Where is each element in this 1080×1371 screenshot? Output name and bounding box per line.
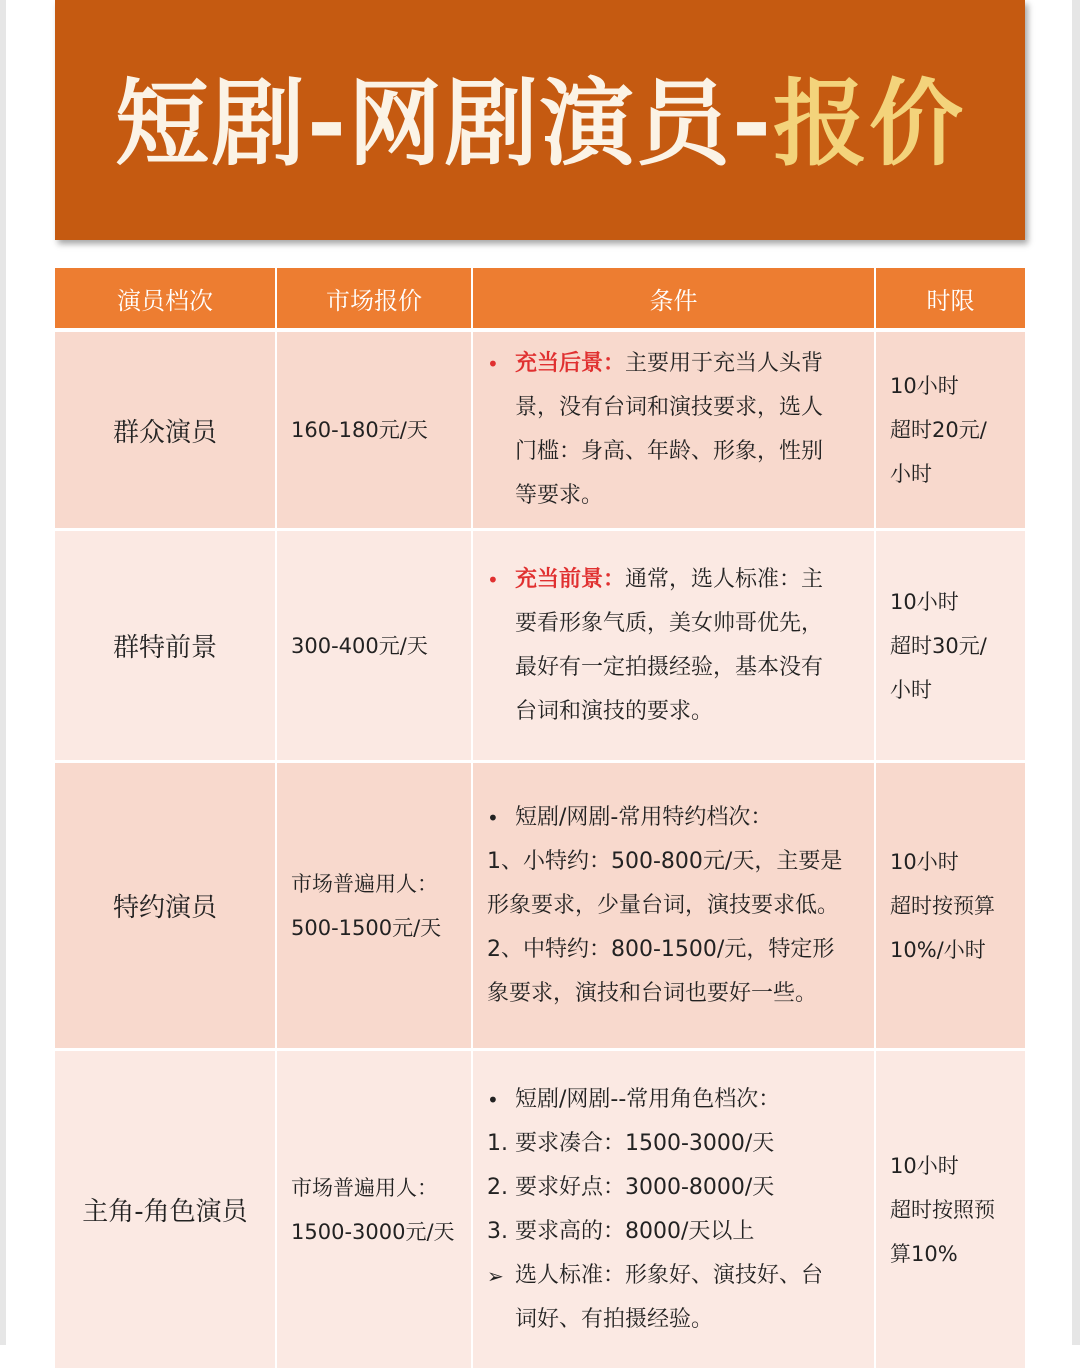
cell-time [875,762,1025,1050]
table-row [55,762,1025,1050]
price-line: 市场普遍用人： [291,1175,438,1200]
price-line: 1500-3000元/天 [291,1219,455,1244]
cell-time [875,330,1025,530]
cell-price [276,762,472,1050]
price-line: 市场普遍用人： [291,871,438,896]
cell-condition [472,530,875,762]
condition-bullet-text: 短剧/网剧-常用特约档次： [515,804,773,830]
time-line: 小时 [890,462,932,486]
price-line: 500-1500元/天 [291,915,442,940]
condition-arrow-text: 选人标准：形象好、演技好、台 [515,1262,824,1288]
cell-condition [472,762,875,1050]
bullet-dot-icon: • [487,1087,499,1112]
page-edge-right [1072,0,1080,1345]
price-line: 300-400元/天 [291,633,428,658]
condition-line: 台词和演技的要求。 [515,698,714,724]
cell-condition [472,1050,875,1370]
condition-numbered-line: 1. 要求凑合：1500-3000/天 [487,1130,775,1156]
condition-line: 2、中特约：800-1500/元，特定形 [487,936,835,962]
condition-bullet-text: 短剧/网剧--常用角色档次： [515,1086,781,1112]
header-level: 演员档次 [55,268,276,330]
time-line: 10小时 [890,589,959,614]
cell-price [276,1050,472,1370]
title-main: 短剧-网剧演员- [114,69,773,179]
cell-condition [472,330,875,530]
condition-line: 景，没有台词和演技要求，选人 [515,395,824,420]
time-line: 10小时 [890,849,959,874]
cell-level: 特约演员 [55,762,276,1050]
cell-time [875,530,1025,762]
condition-bullet-line [487,1078,860,1122]
condition-line: 形象要求，少量台词，演技要求低。 [487,892,840,918]
table-row [55,530,1025,762]
condition-numbered-line: 2. 要求好点：3000-8000/天 [487,1174,775,1200]
cell-price [276,330,472,530]
condition-arrow-line: 词好、有拍摄经验。 [515,1306,714,1332]
time-line: 小时 [890,677,932,702]
time-line: 超时30元/ [890,633,987,658]
condition-line: 象要求，演技和台词也要好一些。 [487,980,818,1006]
title-accent: 报价 [773,69,966,179]
time-line: 超时按预算 [890,893,995,918]
bullet-dot-icon: • [487,805,499,830]
cell-price [276,530,472,762]
condition-numbered-line: 3. 要求高的：8000/天以上 [487,1218,755,1244]
condition-lead: 充当后景： [515,351,626,376]
title-banner [55,0,1025,240]
condition-line: 1、小特约：500-800元/天，主要是 [487,848,843,874]
time-line: 算10% [890,1241,958,1266]
condition-lead: 充当前景： [515,566,626,592]
condition-line: 门槛：身高、年龄、形象，性别 [515,439,824,464]
table-row [55,330,1025,530]
cell-level: 群众演员 [55,330,276,530]
condition-line: 等要求。 [515,483,604,508]
bullet-dot-icon: • [487,352,499,376]
header-condition: 条件 [472,268,875,330]
condition-bullet-line [487,796,860,840]
cell-level: 群特前景 [55,530,276,762]
time-line: 超时按照预 [890,1197,995,1222]
time-line: 10%/小时 [890,937,986,962]
quote-table [55,268,1025,1371]
condition-bullet-line [487,558,860,602]
condition-line: 要看形象气质，美女帅哥优先， [515,610,824,636]
table-row [55,1050,1025,1370]
condition-arrow-line [487,1254,860,1298]
condition-line: 最好有一定拍摄经验，基本没有 [515,654,824,680]
page-edge-left [0,0,6,1345]
time-line: 10小时 [890,374,959,398]
header-time: 时限 [875,268,1025,330]
condition-line: 通常，选人标准：主 [625,566,824,592]
arrow-bullet-icon: ➢ [487,1263,504,1288]
time-line: 超时20元/ [890,418,987,442]
time-line: 10小时 [890,1153,959,1178]
cell-level: 主角-角色演员 [55,1050,276,1370]
cell-time [875,1050,1025,1370]
condition-bullet-line [487,342,860,386]
page-title [115,48,965,183]
bullet-dot-icon: • [487,567,499,592]
header-price: 市场报价 [276,268,472,330]
table-header-row [55,268,1025,330]
condition-line: 主要用于充当人头背 [625,351,824,376]
price-line: 160-180元/天 [291,418,428,442]
